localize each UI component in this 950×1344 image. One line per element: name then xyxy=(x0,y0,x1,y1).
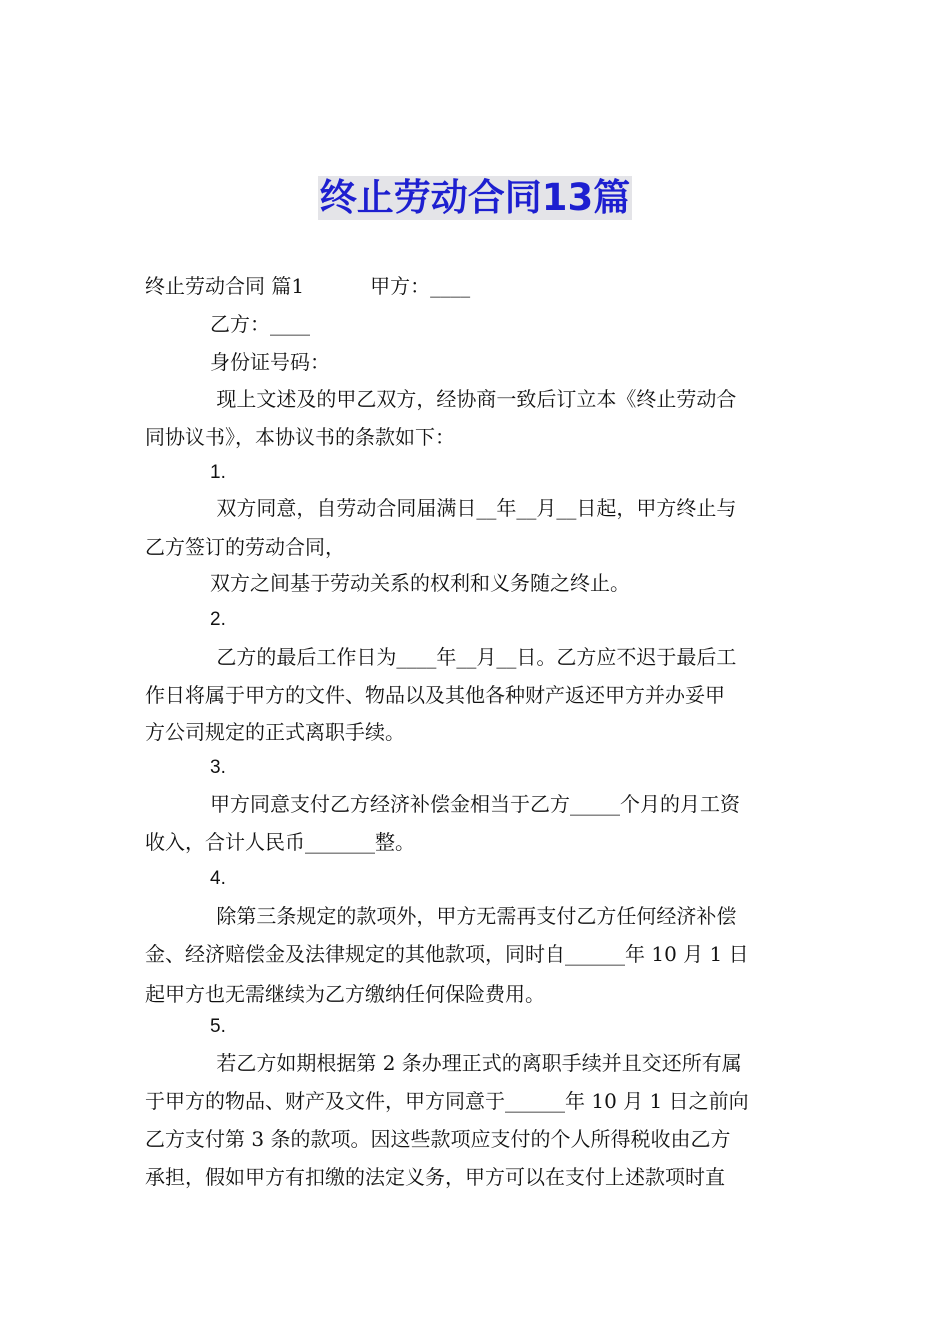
document-title: 终止劳动合同13篇 xyxy=(319,176,631,219)
id-number-label: 身份证号码： xyxy=(210,350,330,374)
party-b-label: 乙方：____ xyxy=(210,312,310,336)
clause-1-line-3: 双方之间基于劳动关系的权利和义务随之终止。 xyxy=(210,571,630,595)
section-heading: 终止劳动合同 篇1 xyxy=(145,274,305,298)
clause-1-line-1: 双方同意，自劳动合同届满日__年__月__日起，甲方终止与 xyxy=(210,496,737,520)
clause-3-line-2: 收入，合计人民币_______整。 xyxy=(145,830,415,854)
clause-4-line-2: 金、经济赔偿金及法律规定的其他款项，同时自______年 10 月 1 日 xyxy=(145,942,749,966)
clause-number-5: 5. xyxy=(210,1016,226,1037)
clause-number-4: 4. xyxy=(210,868,226,889)
section-heading-line xyxy=(145,274,470,298)
clause-4-line-1: 除第三条规定的款项外，甲方无需再支付乙方任何经济补偿 xyxy=(210,904,737,928)
clause-5-line-2: 于甲方的物品、财产及文件，甲方同意于______年 10 月 1 日之前向 xyxy=(145,1089,749,1113)
clause-2-line-3: 方公司规定的正式离职手续。 xyxy=(145,720,405,744)
clause-1-line-2: 乙方签订的劳动合同， xyxy=(145,535,345,559)
clause-number-1: 1. xyxy=(210,462,226,483)
clause-number-2: 2. xyxy=(210,609,226,630)
intro-line-2: 同协议书》，本协议书的条款如下： xyxy=(145,425,455,449)
clause-5-line-3: 乙方支付第 3 条的款项。因这些款项应支付的个人所得税收由乙方 xyxy=(145,1127,731,1151)
clause-number-3: 3. xyxy=(210,757,226,778)
clause-2-line-1: 乙方的最后工作日为____年__月__日。乙方应不迟于最后工 xyxy=(210,645,737,669)
clause-4-line-3: 起甲方也无需继续为乙方缴纳任何保险费用。 xyxy=(145,982,545,1006)
document-title-wrap xyxy=(0,176,950,220)
clause-5-line-1: 若乙方如期根据第 2 条办理正式的离职手续并且交还所有属 xyxy=(210,1051,742,1075)
clause-3-line-1: 甲方同意支付乙方经济补偿金相当于乙方_____个月的月工资 xyxy=(210,792,740,816)
party-a-label: 甲方：____ xyxy=(370,274,471,298)
intro-line-1: 现上文述及的甲乙双方，经协商一致后订立本《终止劳动合 xyxy=(210,387,737,411)
clause-5-line-4: 承担，假如甲方有扣缴的法定义务，甲方可以在支付上述款项时直 xyxy=(145,1165,725,1189)
clause-2-line-2: 作日将属于甲方的文件、物品以及其他各种财产返还甲方并办妥甲 xyxy=(145,683,725,707)
